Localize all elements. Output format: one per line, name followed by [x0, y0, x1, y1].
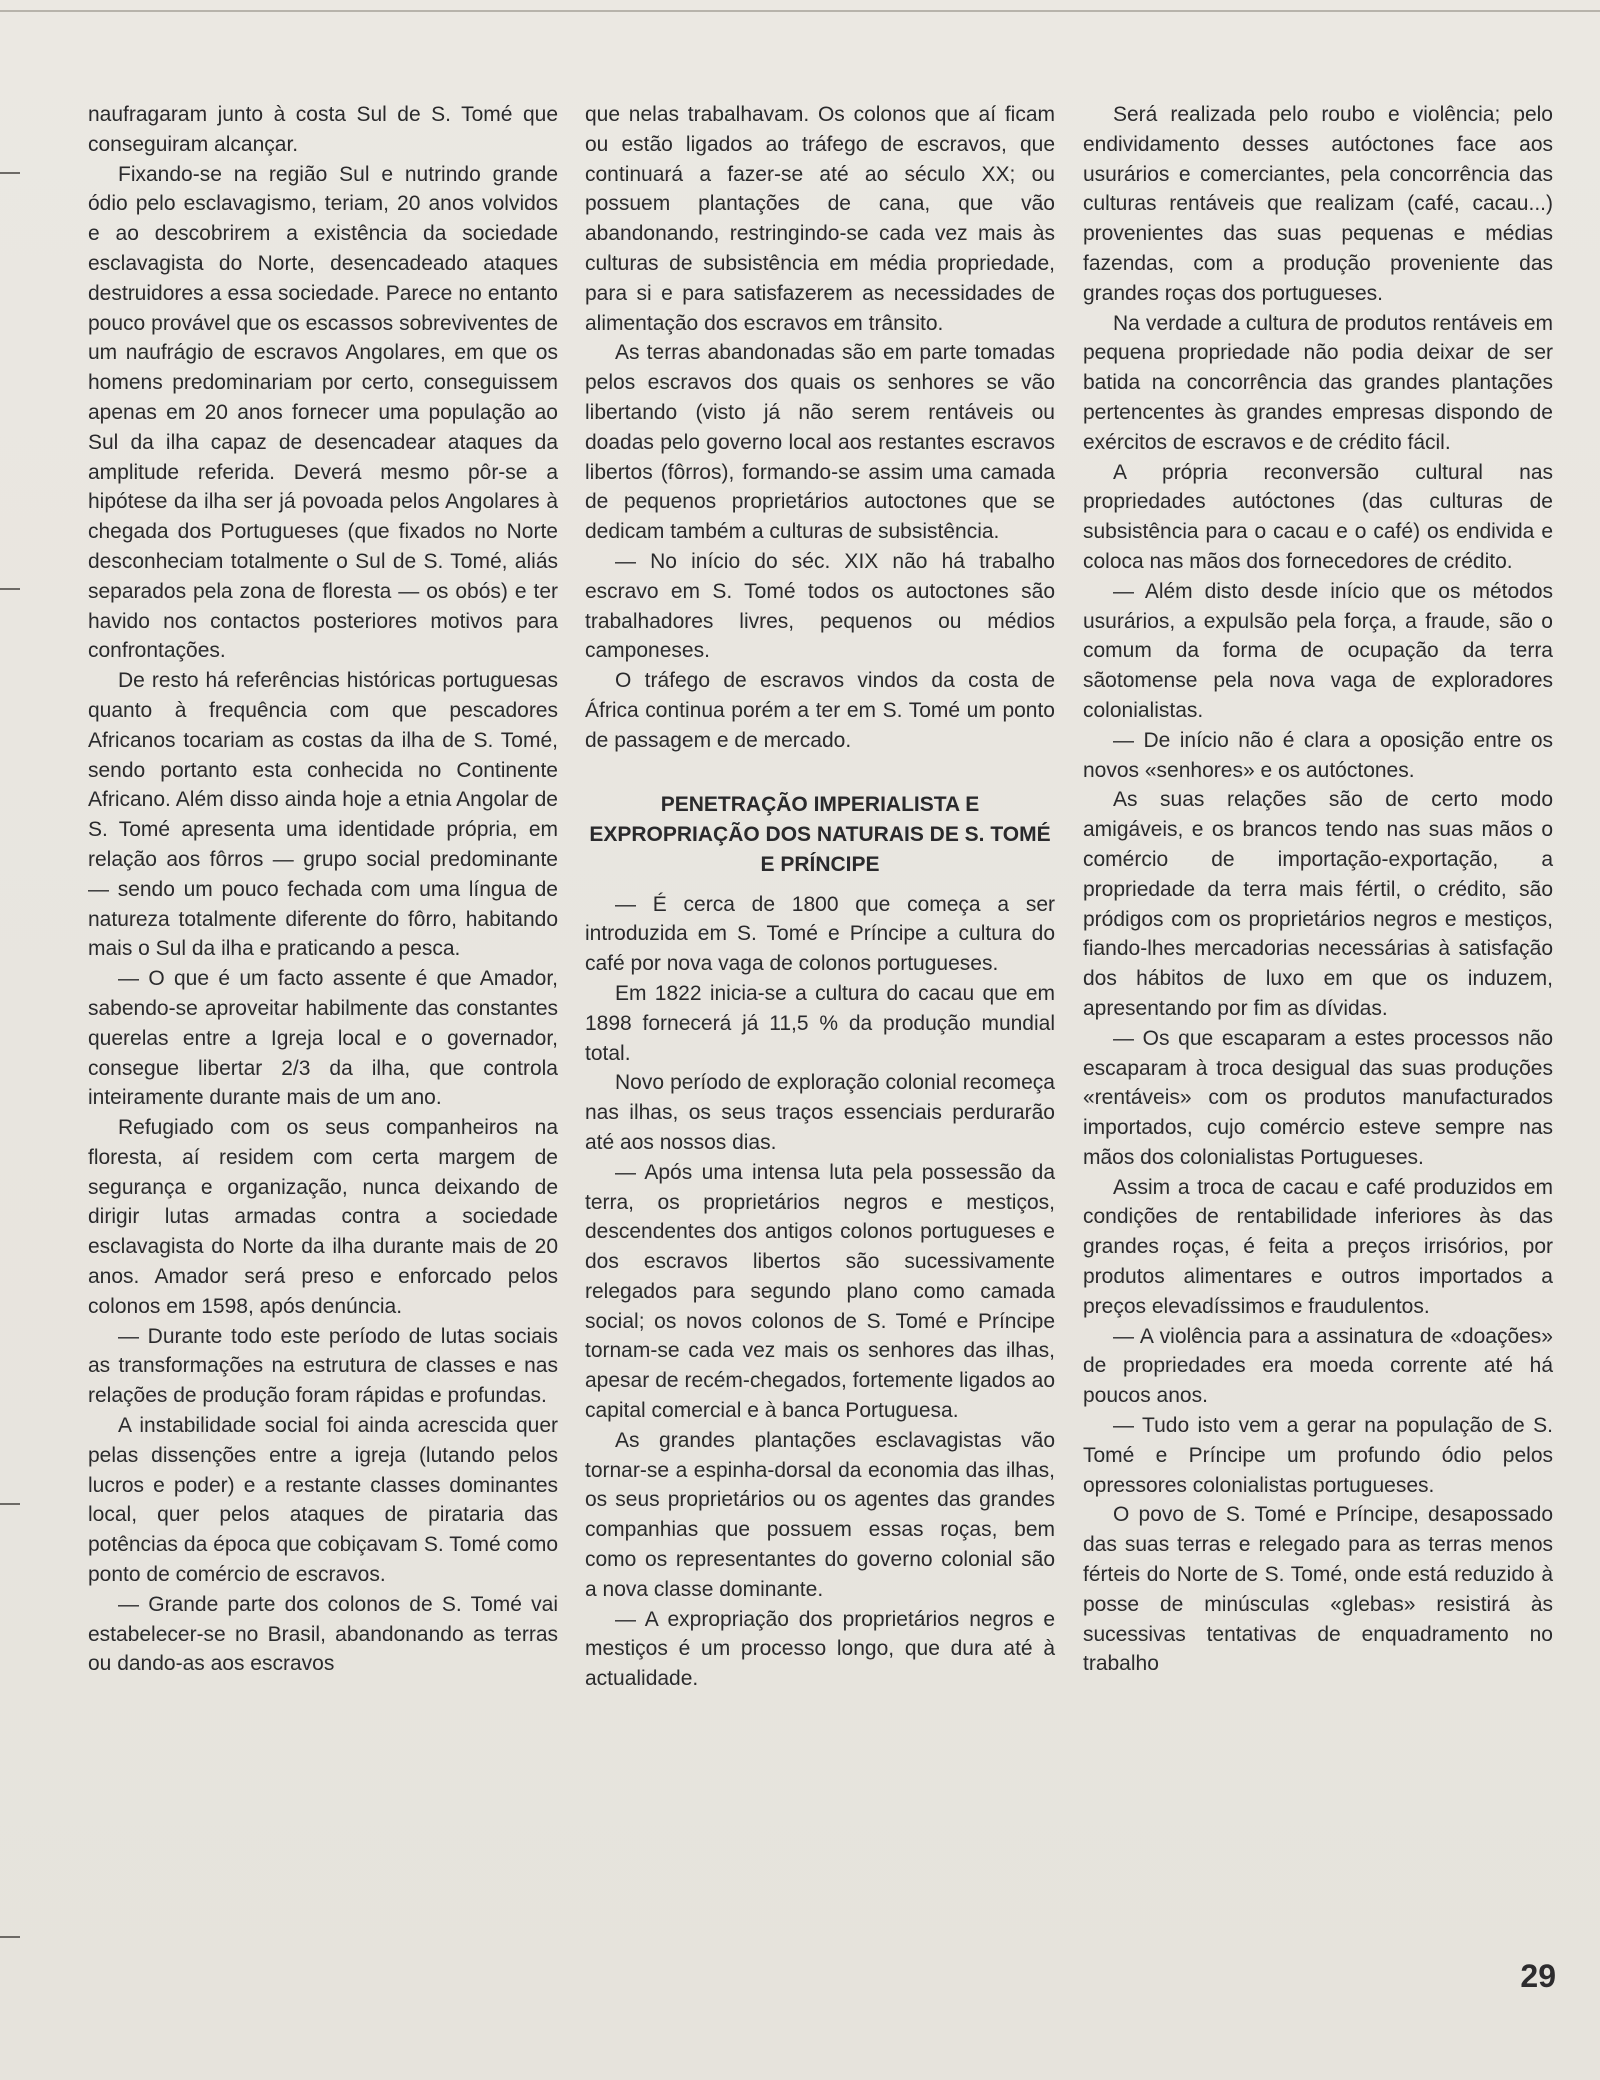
paragraph: Em 1822 inicia-se a cultura do cacau que em 1898 fornecerá já 11,5 % da produção mundial total. — [585, 981, 1055, 1065]
paragraph: — Os que escaparam a estes processos não escaparam à troca desigual das suas produções «rentáveis» com os produtos manufacturados importados, cujo comércio esteve sempre nas mãos dos colonialistas Portugueses. — [1083, 1026, 1553, 1169]
paragraph: A instabilidade social foi ainda acrescida quer pelas dissenções entre a igreja (lutando pelos lucros e poder) e a restante classes dominantes local, quer pelos ataques de pirataria das potências da época que cobiçavam S. Tomé como ponto de comércio de escravos. — [88, 1414, 558, 1587]
paragraph: As grandes plantações esclavagistas vão tornar-se a espinha-dorsal da economia das ilhas, os seus proprietários ou os agentes das grandes companhias que possuem essas roças, bem como os representantes do governo colonial são a nova classe dominante. — [585, 1428, 1055, 1601]
paragraph: A própria reconversão cultural nas propriedades autóctones (das culturas de subsistência para o cacau e o café) os endivida e coloca nas mãos dos fornecedores de crédito. — [1083, 460, 1553, 573]
paragraph: — Após uma intensa luta pela possessão da terra, os proprietários negros e mestiços, descendentes dos antigos colonos portugueses e dos escravos libertos são sucessivamente relegados para segundo plano como camada social; os novos colonos de S. Tomé e Príncipe tornam-se cada vez mais os senhores das ilhas, apesar de recém-chegados, fortemente ligados ao capital comercial e à banca Portuguesa. — [585, 1160, 1055, 1423]
binding-mark — [0, 172, 20, 174]
top-edge-rule — [0, 10, 1600, 12]
paragraph: De resto há referências históricas portuguesas quanto à frequência com que pescadores Africanos tocariam as costas da ilha de S. Tomé, sendo portanto esta conhecida no Continente Africano. Além disso ainda hoje a etnia Angolar de S. Tomé apresenta uma identidade própria, em relação aos fôrros — grupo social predominante — sendo um pouco fechada com uma língua de natureza totalmente diferente do fôrro, habitando mais o Sul da ilha e praticando a pesca. — [88, 669, 558, 961]
paragraph: — Durante todo este período de lutas sociais as transformações na estrutura de classes e nas relações de produção foram rápidas e profundas. — [88, 1324, 558, 1408]
paragraph: — A expropriação dos proprietários negros e mestiços é um processo longo, que dura até à actualidade. — [585, 1607, 1055, 1691]
binding-mark — [0, 1503, 20, 1505]
paragraph: Novo período de exploração colonial recomeça nas ilhas, os seus traços essenciais perdurarão até aos nossos dias. — [585, 1071, 1055, 1154]
page-number: 29 — [1520, 1958, 1556, 1994]
paragraph: — Tudo isto vem a gerar na população de S. Tomé e Príncipe um profundo ódio pelos opressores colonialistas portugueses. — [1083, 1414, 1553, 1497]
paragraph: O tráfego de escravos vindos da costa de África continua porém a ter em S. Tomé um ponto de passagem e de mercado. — [585, 669, 1055, 752]
paragraph: As suas relações são de certo modo amigáveis, e os brancos tendo nas suas mãos o comércio de importação-exportação, a propriedade da terra mais fértil, o crédito, são pródigos com os proprietários negros e mestiços, fiando-lhes mercadorias necessárias à satisfação dos hábitos de luxo em que os induzem, apresentando por fim as dívidas. — [1083, 788, 1553, 1020]
text-column-3 — [1083, 100, 1553, 1679]
paragraph: — É cerca de 1800 que começa a ser introduzida em S. Tomé e Príncipe a cultura do café por nova vaga de colonos portugueses. — [585, 892, 1055, 976]
binding-mark — [0, 588, 20, 590]
paragraph: — O que é um facto assente é que Amador, sabendo-se aproveitar habilmente das constantes querelas entre a Igreja local e o governador, consegue libertar 2/3 da ilha, que controla inteiramente durante mais de um ano. — [88, 967, 558, 1110]
text-column-2 — [585, 100, 1055, 1694]
paragraph: que nelas trabalhavam. Os colonos que aí ficam ou estão ligados ao tráfego de escravos, que continuará a fazer-se até ao século XX; ou possuem plantações de cana, que vão abandonando, restringindo-se cada vez mais às culturas de subsistência em média propriedade, para si e para satisfazerem as necessidades de alimentação dos escravos em trânsito. — [585, 103, 1055, 335]
paragraph: — A violência para a assinatura de «doações» de propriedades era moeda corrente até há poucos anos. — [1083, 1324, 1553, 1408]
binding-mark — [0, 1936, 20, 1938]
paragraph: O povo de S. Tomé e Príncipe, desapossado das suas terras e relegado para as terras menos férteis do Norte de S. Tomé, onde está reduzido à posse de minúsculas «glebas» resistirá às sucessivas tentativas de enquadramento no trabalho — [1083, 1503, 1553, 1676]
paragraph: Na verdade a cultura de produtos rentáveis em pequena propriedade não podia deixar de ser batida na concorrência das grandes plantações pertencentes às grandes empresas dispondo de exércitos de escravos e de crédito fácil. — [1083, 311, 1553, 454]
paragraph: As terras abandonadas são em parte tomadas pelos escravos dos quais os senhores se vão libertando (visto já não serem rentáveis ou doadas pelo governo local aos restantes escravos libertos (fôrros), formando-se assim uma camada de pequenos proprietários autoctones que se dedicam também a culturas de subsistência. — [585, 341, 1055, 544]
paragraph: Refugiado com os seus companheiros na floresta, aí residem com certa margem de segurança e organização, nunca deixando de dirigir lutas armadas contra a sociedade esclavagista do Norte da ilha durante mais de 20 anos. Amador será preso e enforcado pelos colonos em 1598, após denúncia. — [88, 1116, 558, 1318]
paragraph: Será realizada pelo roubo e violência; pelo endividamento desses autóctones face aos usurários e comerciantes, pela concorrência das culturas rentáveis que realizam (café, cacau...) provenientes das suas pequenas e médias fazendas, com a produção proveniente das grandes roças dos portugueses. — [1083, 103, 1553, 305]
paragraph: Fixando-se na região Sul e nutrindo grande ódio pelo esclavagismo, teriam, 20 anos volvidos e ao descobrirem a existência da sociedade esclavagista do Norte, desencadeado ataques destruidores a essa sociedade. Parece no entanto pouco provável que os escassos sobreviventes de um naufrágio de escravos Angolares, em que os homens predominariam por certo, conseguissem apenas em 20 anos fornecer uma população ao Sul da ilha capaz de desencadear ataques da amplitude referida. Deverá mesmo pôr-se a hipótese da ilha ser já povoada pelos Angolares à chegada dos Portugueses (que fixados no Norte desconheciam totalmente o Sul de S. Tomé, aliás separados pela zona de floresta — os obós) e ter havido nos contactos posteriores motivos para confrontações. — [88, 162, 558, 663]
paragraph: — Grande parte dos colonos de S. Tomé vai estabelecer-se no Brasil, abandonando as terras ou dando-as aos escravos — [88, 1592, 558, 1676]
text-column-1 — [88, 100, 558, 1679]
paragraph: — De início não é clara a oposição entre os novos «senhores» e os autóctones. — [1083, 728, 1553, 782]
paragraph: — Além disto desde início que os métodos usurários, a expulsão pela força, a fraude, são o comum da forma de ocupação da terra sãotomense pela nova vaga de exploradores colonialistas. — [1083, 579, 1553, 722]
section-heading: PENETRAÇÃO IMPERIALISTA E EXPROPRIAÇÃO DOS NATURAIS DE S. TOMÉ E PRÍNCIPE — [589, 792, 1051, 876]
paragraph: — No início do séc. XIX não há trabalho escravo em S. Tomé todos os autoctones são trabalhadores livres, pequenos ou médios camponeses. — [585, 549, 1055, 663]
paragraph: naufragaram junto à costa Sul de S. Tomé que conseguiram alcançar. — [88, 103, 558, 156]
paragraph: Assim a troca de cacau e café produzidos em condições de rentabilidade inferiores às das grandes roças, é feita a preços irrisórios, por produtos alimentares e outros importados a preços elevadíssimos e fraudulentos. — [1083, 1175, 1553, 1318]
